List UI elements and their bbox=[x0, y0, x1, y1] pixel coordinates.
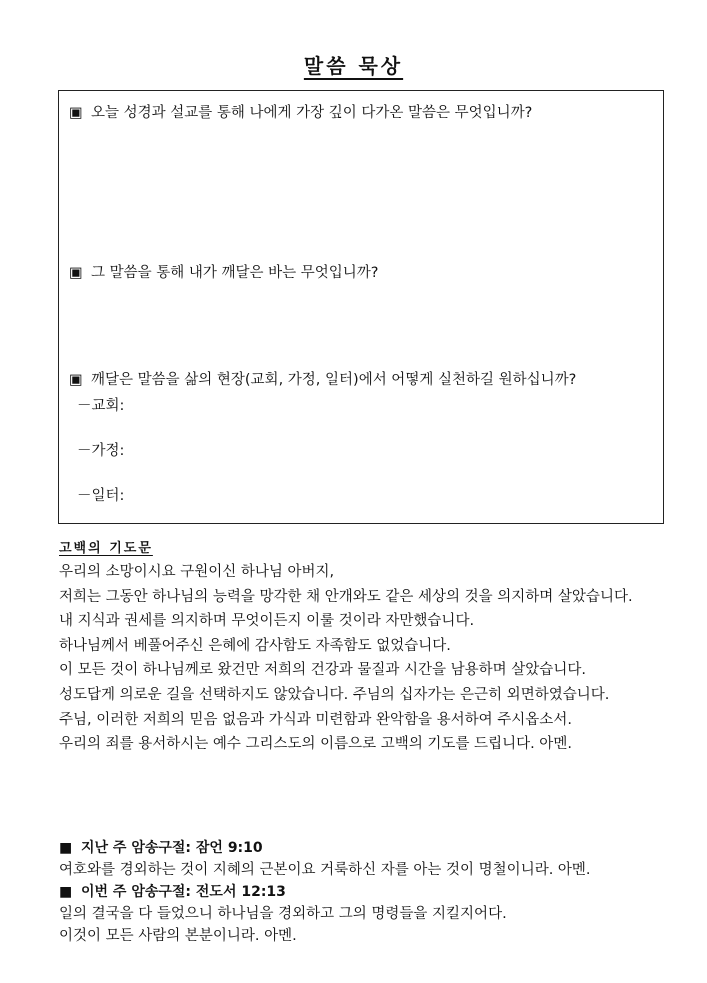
confession-title: 고백의 기도문 bbox=[59, 541, 153, 556]
confession-line: 저희는 그동안 하나님의 능력을 망각한 채 안개와도 같은 세상의 것을 의지하며 살았습니다. bbox=[59, 588, 633, 605]
this-week-reference: 전도서 12:13 bbox=[195, 884, 286, 900]
checkbox-square-icon: ▣ bbox=[69, 265, 83, 281]
question-3 bbox=[69, 370, 576, 390]
this-week-verse-line-1: 일의 결국을 다 들었으니 하나님을 경외하고 그의 명령들을 지킬지어다. bbox=[59, 906, 507, 922]
work-label: －일터: bbox=[77, 488, 125, 504]
square-bullet-icon: ■ bbox=[59, 840, 73, 856]
this-week-verse-line-2: 이것이 모든 사람의 본분이니라. 아멘. bbox=[59, 928, 297, 944]
last-week-verse: 여호와를 경외하는 것이 지혜의 근본이요 거룩하신 자를 아는 것이 명철이니라. 아멘. bbox=[59, 862, 591, 878]
question-2-text: 그 말씀을 통해 내가 깨달은 바는 무엇입니까? bbox=[91, 265, 379, 281]
confession-prayer bbox=[59, 538, 689, 757]
question-1 bbox=[69, 103, 532, 123]
square-bullet-icon: ■ bbox=[59, 884, 73, 900]
last-week-heading bbox=[59, 837, 699, 859]
confession-line: 이 모든 것이 하나님께로 왔건만 저희의 건강과 물질과 시간을 남용하며 살았습니다. bbox=[59, 662, 586, 679]
checkbox-square-icon: ▣ bbox=[69, 105, 83, 121]
question-2 bbox=[69, 263, 378, 283]
this-week-label: 이번 주 암송구절: bbox=[81, 884, 192, 900]
last-week-label: 지난 주 암송구절: bbox=[81, 840, 192, 856]
confession-line: 내 지식과 권세를 의지하며 무엇이든지 이룰 것이라 자만했습니다. bbox=[59, 613, 475, 630]
confession-line: 하나님께서 베풀어주신 은혜에 감사함도 자족함도 없었습니다. bbox=[59, 637, 451, 654]
question-1-text: 오늘 성경과 설교를 통해 나에게 가장 깊이 다가온 말씀은 무엇입니까? bbox=[91, 105, 533, 121]
memory-verses bbox=[59, 837, 699, 947]
this-week-heading bbox=[59, 881, 699, 903]
page-title: 말씀 묵상 bbox=[303, 54, 404, 78]
church-label: －교회: bbox=[77, 398, 125, 414]
question-3-text: 깨달은 말씀을 삶의 현장(교회, 가정, 일터)에서 어떻게 실천하길 원하십니까? bbox=[91, 372, 577, 388]
confession-line: 우리의 죄를 용서하시는 예수 그리스도의 이름으로 고백의 기도를 드립니다. 아멘. bbox=[59, 736, 572, 753]
page-title-wrap bbox=[0, 50, 707, 79]
home-label: －가정: bbox=[77, 443, 125, 459]
last-week-reference: 잠언 9:10 bbox=[195, 840, 263, 856]
meditation-box bbox=[58, 90, 664, 524]
confession-line: 성도답게 의로운 길을 선택하지도 않았습니다. 주님의 십자가는 은근히 외면하였습니다. bbox=[59, 686, 610, 703]
confession-line: 주님, 이러한 저희의 믿음 없음과 가식과 미련함과 완악함을 용서하여 주시옵소서. bbox=[59, 711, 572, 728]
checkbox-square-icon: ▣ bbox=[69, 372, 83, 388]
confession-line: 우리의 소망이시요 구원이신 하나님 아버지, bbox=[59, 564, 335, 580]
